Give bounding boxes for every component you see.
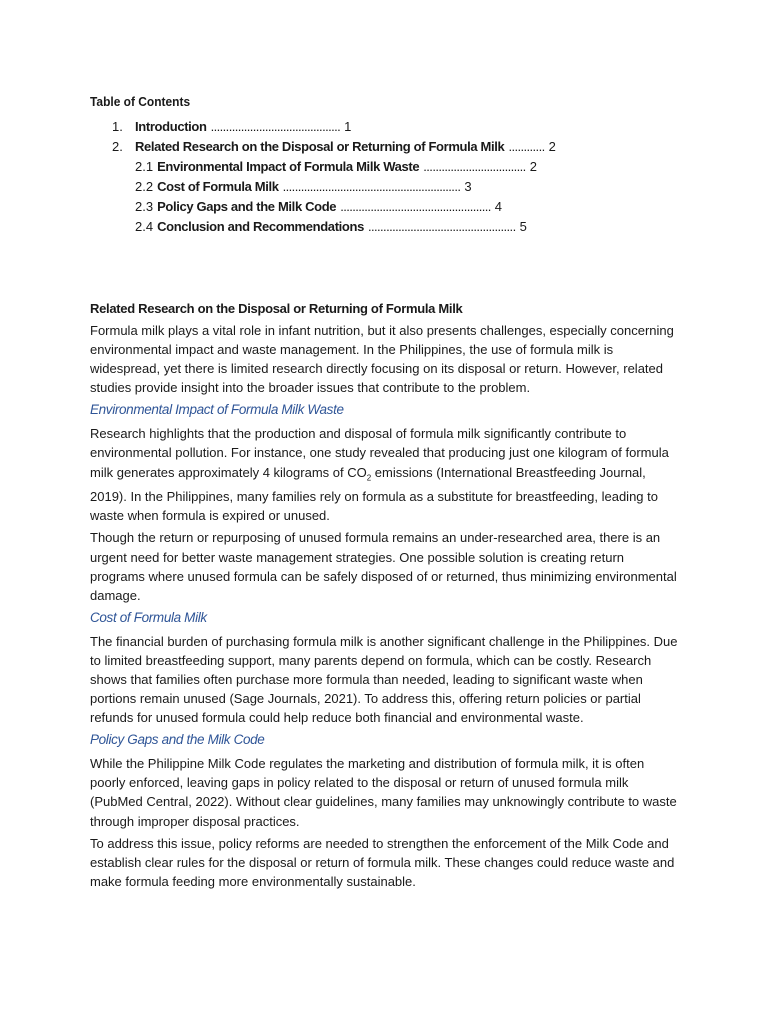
toc-item-page: 3	[464, 179, 472, 194]
toc-item-environmental-impact[interactable]	[90, 157, 682, 177]
toc-item-label: Conclusion and Recommendations	[157, 219, 364, 234]
toc-item-label: Cost of Formula Milk	[157, 179, 279, 194]
cost-heading: Cost of Formula Milk	[90, 609, 207, 625]
toc-item-page: 4	[494, 199, 503, 214]
toc-item-number: 2.	[112, 139, 123, 154]
toc-item-number: 2.2	[135, 179, 154, 194]
cost-paragraph-1: The financial burden of purchasing formula milk is another significant challenge in the Philippines. Due to limited breastfeeding support, many parents depend on formula, which can be costly. Research shows that families often purchase more formula than needed, leading to significant waste when portions remain unused (Sage Journals, 2021). To address this, offering return policies or partial refunds for unused formula could help reduce both financial and environmental waste.	[90, 633, 678, 726]
toc-item-number: 2.1	[135, 159, 154, 174]
toc-item-leader: .................................................	[368, 219, 516, 234]
toc-item-label: Introduction	[135, 119, 207, 134]
section-title: Related Research on the Disposal or Returning of Formula Milk	[90, 301, 463, 316]
toc-item-leader: ...........................................	[210, 119, 341, 134]
toc-item-page: 5	[519, 219, 527, 234]
toc-item-conclusion[interactable]	[90, 217, 682, 237]
toc-item-label: Policy Gaps and the Milk Code	[157, 199, 337, 214]
environmental-paragraph-2: Though the return or repurposing of unused formula remains an under-researched area, there is an urgent need for better waste management strategies. One possible solution is creating return programs where unused formula can be safely disposed of or returned, thus minimizing environmental damage.	[90, 530, 677, 603]
toc-title: Table of Contents	[90, 94, 191, 109]
policy-heading: Policy Gaps and the Milk Code	[90, 732, 265, 748]
toc-item-label: Related Research on the Disposal or Returning of Formula Milk	[135, 139, 505, 154]
toc-item-leader: ...........................................................	[282, 179, 461, 194]
policy-paragraph-2: To address this issue, policy reforms are needed to strengthen the enforcement of the Milk Code and establish clear rules for the disposal or return of formula milk. These changes could reduce waste and make formula feeding more environmentally sustainable.	[90, 835, 675, 889]
toc-item-number: 2.3	[135, 199, 154, 214]
toc-item-number: 2.4	[135, 219, 154, 234]
toc-item-policy-gaps[interactable]	[90, 197, 682, 217]
environmental-text-a: Research highlights that the production and disposal of formula milk significantly contribute to environmental pollution. For instance, one study revealed that producing just one kilogram of formula milk generates approximately 4 kilograms of CO	[90, 426, 669, 480]
toc-item-leader: ..................................	[423, 159, 526, 174]
toc-item-leader: ............	[508, 139, 545, 154]
policy-paragraph-1: While the Philippine Milk Code regulates the marketing and distribution of formula milk, it is often poorly enforced, leaving gaps in policy related to the disposal or return of unused formula milk (PubMed Central, 2022). Without clear guidelines, many families may unknowingly contribute to waste through improper disposal practices.	[90, 756, 677, 829]
toc-item-number: 1.	[112, 119, 123, 134]
co2-subscript: 2	[366, 473, 372, 483]
environmental-paragraph-1	[90, 424, 682, 525]
toc-item-page: 2	[548, 139, 556, 154]
toc-item-related-research[interactable]	[90, 137, 682, 157]
toc-item-label: Environmental Impact of Formula Milk Waste	[157, 159, 420, 174]
toc-item-cost[interactable]	[90, 177, 682, 197]
toc-item-page: 1	[344, 119, 352, 134]
toc-item-page: 2	[529, 159, 537, 174]
document-page	[90, 93, 682, 894]
environmental-heading: Environmental Impact of Formula Milk Waste	[90, 402, 344, 418]
toc-item-introduction[interactable]	[90, 117, 682, 137]
intro-paragraph: Formula milk plays a vital role in infant nutrition, but it also presents challenges, especially concerning environmental impact and waste management. In the Philippines, the use of formula milk is widespread, yet there is limited research directly focusing on its disposal or return. However, related studies provide insight into the broader issues that contribute to the problem.	[90, 323, 674, 396]
toc-item-leader: ..................................................	[340, 199, 491, 214]
environmental-text-b: emissions (International Breastfeeding Journal, 2019). In the Philippines, many families rely on formula as a substitute for breastfeeding, leading to waste when formula is expired or unused.	[90, 464, 658, 524]
